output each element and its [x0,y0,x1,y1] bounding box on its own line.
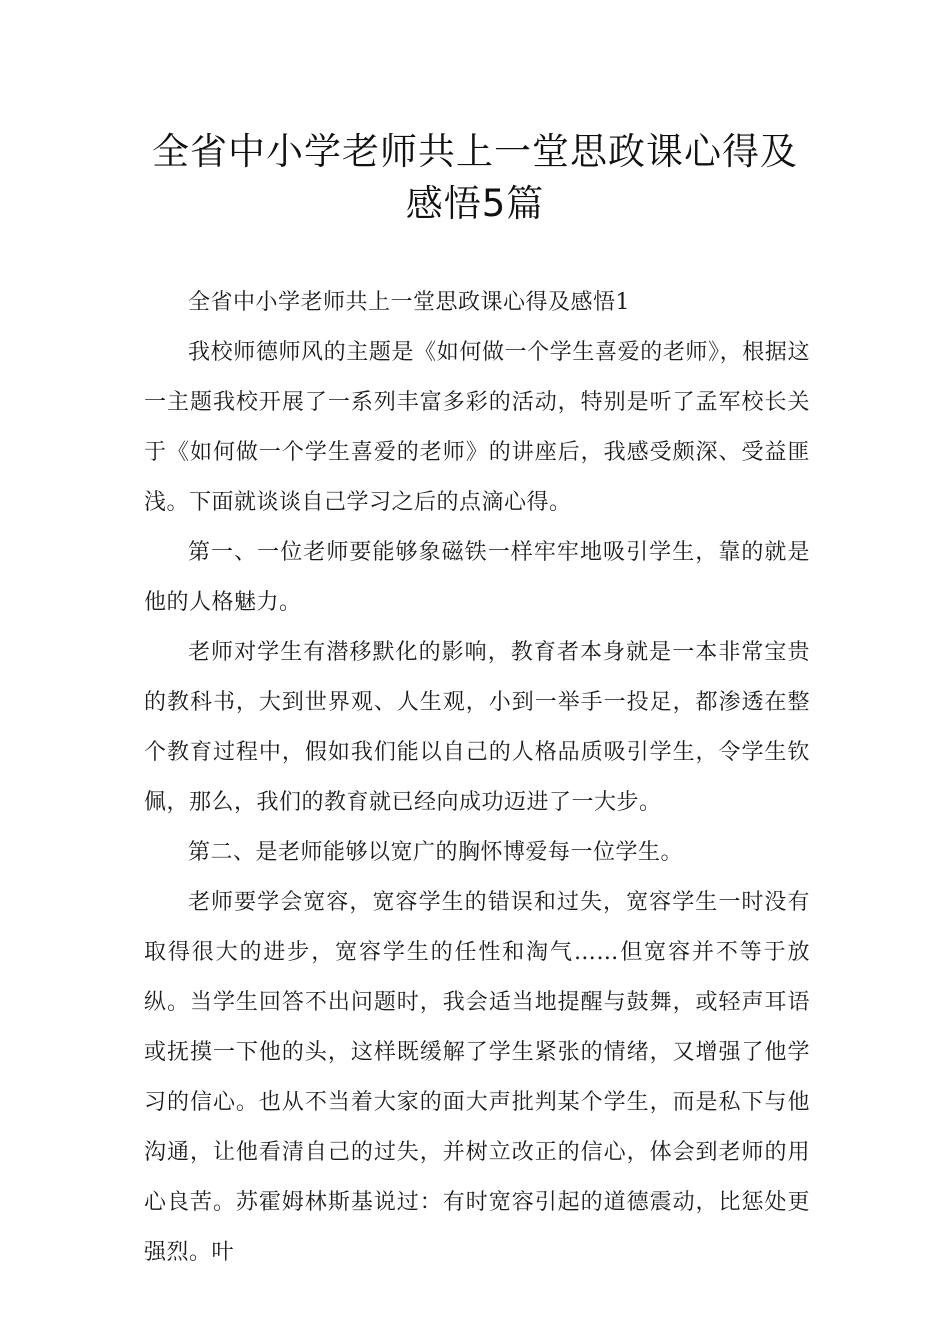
paragraph: 第二、是老师能够以宽广的胸怀博爱每一位学生。 [188,840,684,865]
paragraph: 老师对学生有潜移默化的影响，教育者本身就是一本非常宝贵的教科书，大到世界观、人生观，小到一举手一投足，都渗透在整个教育过程中，假如我们能以自己的人格品质吸引学生，令学生钦佩，那么，我们的教育就已经向成功迈进了一大步。 [144,640,810,815]
paragraph: 我校师德师风的主题是《如何做一个学生喜爱的老师》，根据这一主题我校开展了一系列丰富多彩的活动，特别是听了孟军校长关于《如何做一个学生喜爱的老师》的讲座后，我感受颇深、受益匪浅。下面就谈谈自己学习之后的点滴心得。 [144,340,810,515]
document-body [144,278,810,1278]
paragraph: 老师要学会宽容，宽容学生的错误和过失，宽容学生一时没有取得很大的进步，宽容学生的任性和淘气……但宽容并不等于放纵。当学生回答不出问题时，我会适当地提醒与鼓舞，或轻声耳语或抚摸一下他的头，这样既缓解了学生紧张的情绪，又增强了他学习的信心。也从不当着大家的面大声批判某个学生，而是私下与他沟通，让他看清自己的过失，并树立改正的信心，体会到老师的用心良苦。苏霍姆林斯基说过：有时宽容引起的道德震动，比惩处更强烈。叶 [144,890,810,1265]
paragraph: 第一、一位老师要能够象磁铁一样牢牢地吸引学生，靠的就是他的人格魅力。 [144,540,810,615]
title-line-1: 全省中小学老师共上一堂思政课心得及 [152,130,798,173]
document-title [120,126,830,230]
title-line-2: 感悟5篇 [405,182,545,225]
section-heading: 全省中小学老师共上一堂思政课心得及感悟1 [188,290,630,315]
